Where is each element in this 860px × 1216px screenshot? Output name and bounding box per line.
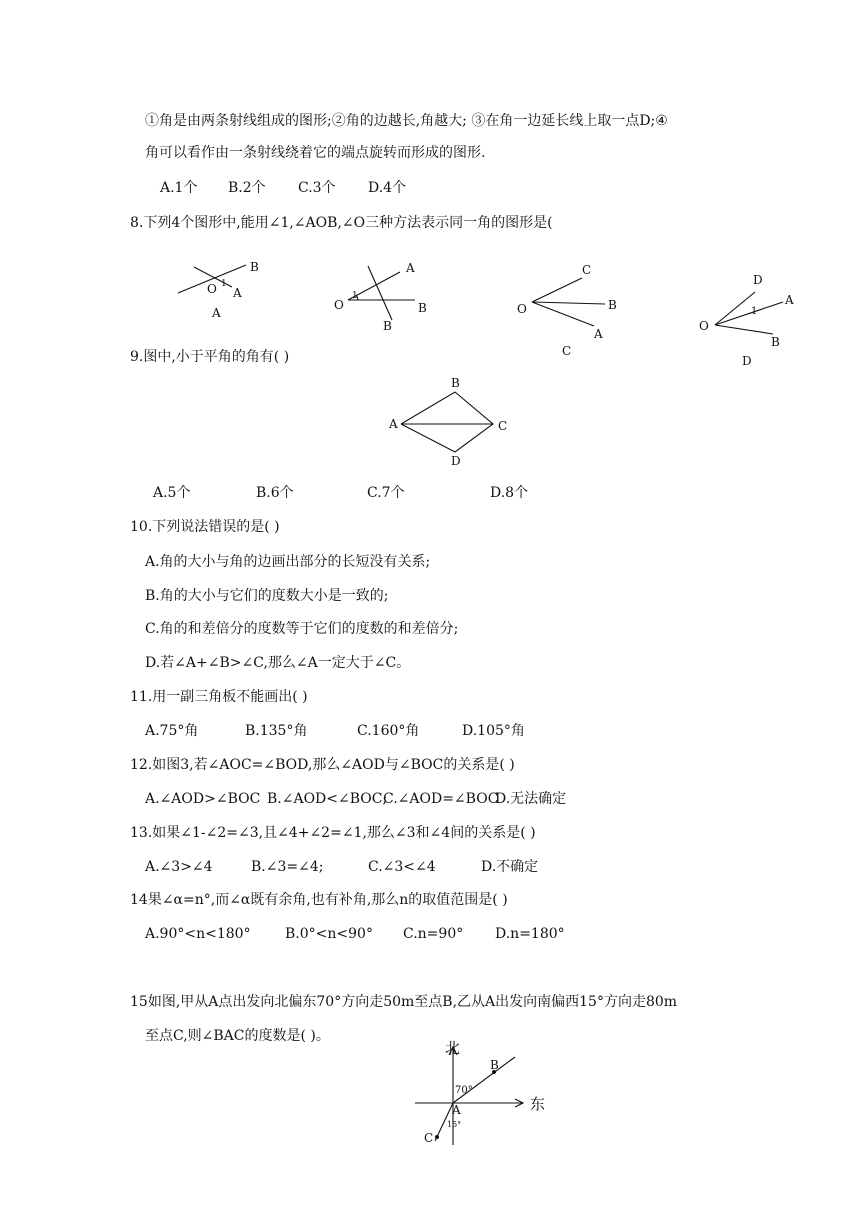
label: B (451, 376, 460, 390)
q8-figure-a (170, 255, 280, 325)
q12-stem: 12.如图3,若∠AOC=∠BOD,那么∠AOD与∠BOC的关系是( ) (130, 757, 515, 773)
angle-label: 70° (455, 1085, 473, 1096)
option[interactable]: A.1个 (160, 180, 198, 196)
label: B (418, 301, 427, 315)
q10-item[interactable]: B.角的大小与它们的度数大小是一致的; (145, 588, 389, 604)
label: A (389, 417, 398, 431)
label: C (424, 1131, 434, 1145)
label: B (771, 335, 780, 349)
q10-item[interactable]: A.角的大小与角的边画出部分的长短没有关系; (145, 554, 431, 570)
q11-stem: 11.用一副三角板不能画出( ) (130, 689, 308, 705)
option[interactable]: A.75°角 (145, 723, 199, 739)
caption: C (562, 344, 572, 358)
option[interactable]: C.3个 (298, 180, 336, 196)
option[interactable]: C.n=90° (403, 926, 464, 942)
q14-stem: 14果∠α=n°,而∠α既有余角,也有补角,那么n的取值范围是( ) (130, 892, 508, 908)
option[interactable]: A.∠3>∠4 (145, 859, 213, 875)
label: D (753, 273, 763, 287)
q10-item[interactable]: D.若∠A+∠B>∠C,那么∠A一定大于∠C。 (145, 655, 411, 671)
option[interactable]: C.∠3<∠4 (368, 859, 436, 875)
q7-statement-line1: ①角是由两条射线组成的图形;②角的边越长,角越大; ③在角一边延长线上取一点D;④ (145, 113, 668, 129)
label: O (699, 319, 709, 333)
label: A (406, 261, 415, 275)
q11-options (145, 722, 525, 740)
q12-options (145, 790, 566, 808)
option[interactable]: D.不确定 (481, 859, 539, 875)
q8-figure-c (510, 258, 620, 358)
option[interactable]: D.8个 (490, 485, 529, 501)
q8-stem: 8.下列4个图形中,能用∠1,∠AOB,∠O三种方法表示同一角的图形是( (130, 215, 553, 231)
label: O (517, 302, 527, 316)
option[interactable]: B.2个 (228, 180, 266, 196)
label: B (250, 260, 259, 274)
q8-figure-d (695, 270, 805, 370)
label: B (383, 319, 392, 333)
label: 1 (352, 291, 358, 301)
q10-item[interactable]: C.角的和差倍分的度数等于它们的度数的和差倍分; (145, 621, 459, 637)
label: B (490, 1058, 499, 1072)
option[interactable]: B.∠3=∠4; (251, 859, 324, 875)
q9-options (153, 484, 528, 502)
angle-label: 15° (447, 1120, 462, 1129)
q15-compass-figure (405, 1035, 565, 1155)
north-label: 北 (445, 1039, 461, 1057)
q13-options (145, 858, 538, 876)
q15-stem-line2: 至点C,则∠BAC的度数是( )。 (145, 1028, 330, 1044)
option[interactable]: B.135°角 (245, 723, 308, 739)
option[interactable]: D.无法确定 (495, 791, 567, 807)
label: 1 (221, 279, 227, 289)
option[interactable]: A.90°<n<180° (145, 926, 251, 942)
q14-options (145, 925, 565, 943)
option[interactable]: C.160°角 (357, 723, 420, 739)
option[interactable]: B.0°<n<90° (285, 926, 373, 942)
caption: A (212, 306, 221, 320)
caption: D (742, 354, 752, 368)
q10-stem: 10.下列说法错误的是( ) (130, 519, 280, 535)
option[interactable]: B.6个 (256, 485, 294, 501)
option[interactable]: B.∠AOD<∠BOC; (267, 791, 388, 807)
label: A (452, 1103, 461, 1117)
label: A (594, 327, 603, 341)
q8-figure-b (330, 258, 440, 338)
option[interactable]: C.7个 (367, 485, 405, 501)
label: C (582, 263, 592, 277)
q7-options (160, 179, 406, 197)
point-c (435, 1135, 439, 1139)
label: A (233, 286, 242, 300)
option[interactable]: A.5个 (153, 485, 191, 501)
option[interactable]: D.n=180° (495, 926, 565, 942)
q9-stem: 9.图中,小于平角的角有( ) (130, 349, 290, 365)
label: B (608, 298, 617, 312)
label: O (334, 298, 344, 312)
q9-figure (385, 372, 515, 472)
label: 1 (751, 306, 758, 317)
option[interactable]: C.∠AOD=∠BOC (383, 791, 499, 807)
option[interactable]: A.∠AOD>∠BOC (145, 791, 261, 807)
label: D (451, 454, 461, 468)
q7-statement-line2: 角可以看作由一条射线绕着它的端点旋转而形成的图形. (145, 145, 486, 161)
east-label: 东 (530, 1095, 546, 1113)
label: O (207, 282, 217, 296)
label: A (785, 293, 794, 307)
q13-stem: 13.如果∠1-∠2=∠3,且∠4+∠2=∠1,那么∠3和∠4间的关系是( ) (130, 825, 536, 841)
option[interactable]: D.105°角 (462, 723, 525, 739)
option[interactable]: D.4个 (368, 180, 407, 196)
q15-stem-line1: 15如图,甲从A点出发向北偏东70°方向走50m至点B,乙从A出发向南偏西15°方向走80m (130, 994, 678, 1010)
label: C (498, 419, 508, 433)
